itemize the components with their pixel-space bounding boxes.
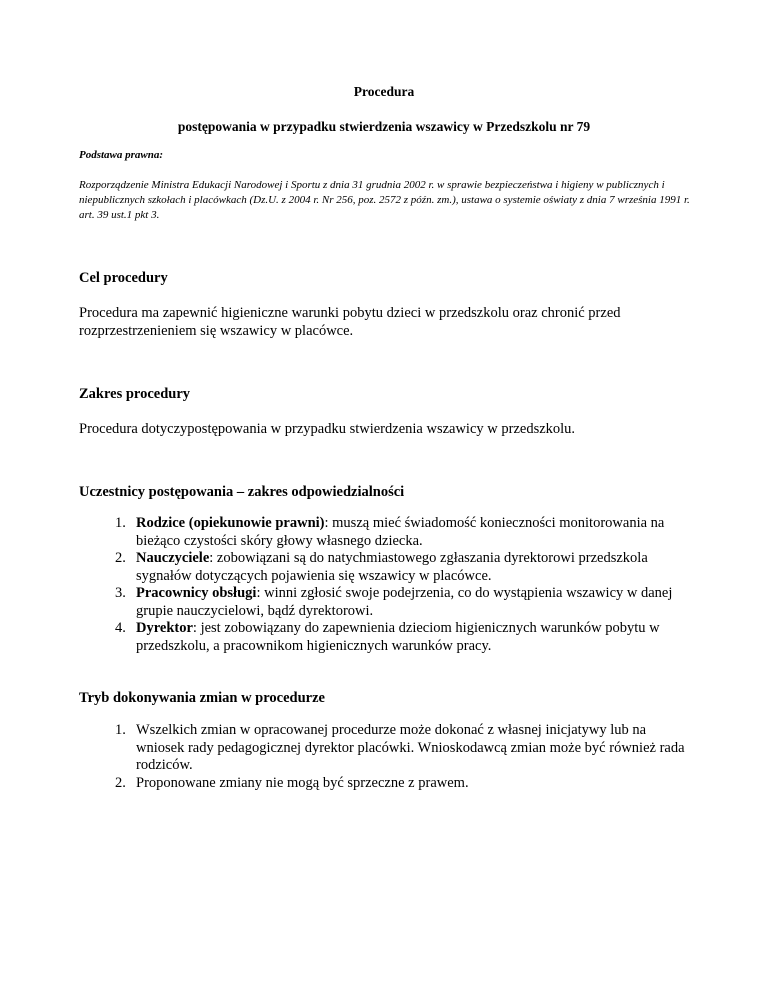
list-text: : jest zobowiązany do zapewnienia dzieciom higienicznych warunków pobytu w przedszkolu, a pracownikom higienicznych warunków pracy. (136, 620, 660, 654)
participants-heading: Uczestnicy postępowania – zakres odpowiedzialności (79, 484, 405, 500)
list-number: 1. (115, 722, 126, 738)
legal-basis-label: Podstawa prawna: (79, 149, 164, 161)
goal-text: Procedura ma zapewnić higieniczne warunki pobytu dzieci w przedszkolu oraz chronić przed rozprzestrzenieniem się wszawicy w placówce. (79, 305, 621, 339)
legal-basis-text: Rozporządzenie Ministra Edukacji Narodowej i Sportu z dnia 31 grudnia 2002 r. w sprawie bezpieczeństwa i higieny w publicznych i niepublicznych szkołach i placówkach (Dz.U. z 2004 r. Nr 256, poz. 2572 z późn. zm.), ustawa o systemie oświaty z dnia 7 września 1991 r. art. 39 ust.1 pkt 3. (79, 179, 690, 221)
list-number: 4. (115, 620, 126, 636)
doc-subtitle: postępowania w przypadku stwierdzenia wszawicy w Przedszkolu nr 79 (177, 119, 591, 134)
list-number: 2. (115, 774, 126, 791)
list-item (0, 775, 696, 793)
list-text: Proponowane zmiany nie mogą być sprzeczne z prawem. (136, 774, 469, 791)
scope-heading: Zakres procedury (79, 386, 191, 402)
list-item (0, 550, 696, 585)
list-number: 1. (115, 515, 126, 531)
list-term: Pracownicy obsługi (136, 585, 257, 601)
list-item (0, 722, 696, 775)
changes-list (0, 722, 700, 792)
list-term: Nauczyciele (136, 550, 210, 566)
goal-heading: Cel procedury (79, 270, 168, 286)
list-item (0, 515, 696, 550)
list-item (0, 585, 696, 620)
list-text: : winni zgłosić swoje podejrzenia, co do wystąpienia wszawicy w danej grupie nauczycielowi, bądź dyrektorowi. (136, 585, 673, 619)
participants-list (0, 515, 700, 655)
list-term: Dyrektor (136, 620, 193, 636)
list-item (0, 620, 696, 655)
scope-text: Procedura dotyczypostępowania w przypadku stwierdzenia wszawicy w przedszkolu. (79, 421, 576, 437)
list-term: Rodzice (opiekunowie prawni) (136, 515, 325, 531)
list-text: : muszą mieć świadomość konieczności monitorowania na bieżąco czystości skóry głowy własnego dziecka. (136, 515, 665, 549)
list-text: Wszelkich zmian w opracowanej procedurze może dokonać z własnej inicjatywy lub na wniosek rady pedagogicznej dyrektor placówki. Wnioskodawcą zmian może być również rada rodziców. (136, 722, 685, 773)
doc-title: Procedura (353, 84, 415, 99)
list-text: : zobowiązani są do natychmiastowego zgłaszania dyrektorowi przedszkola sygnałów dotyczących pojawienia się wszawicy w placówce. (136, 550, 648, 584)
list-number: 3. (115, 585, 126, 601)
changes-heading: Tryb dokonywania zmian w procedurze (79, 690, 325, 706)
list-number: 2. (115, 550, 126, 566)
